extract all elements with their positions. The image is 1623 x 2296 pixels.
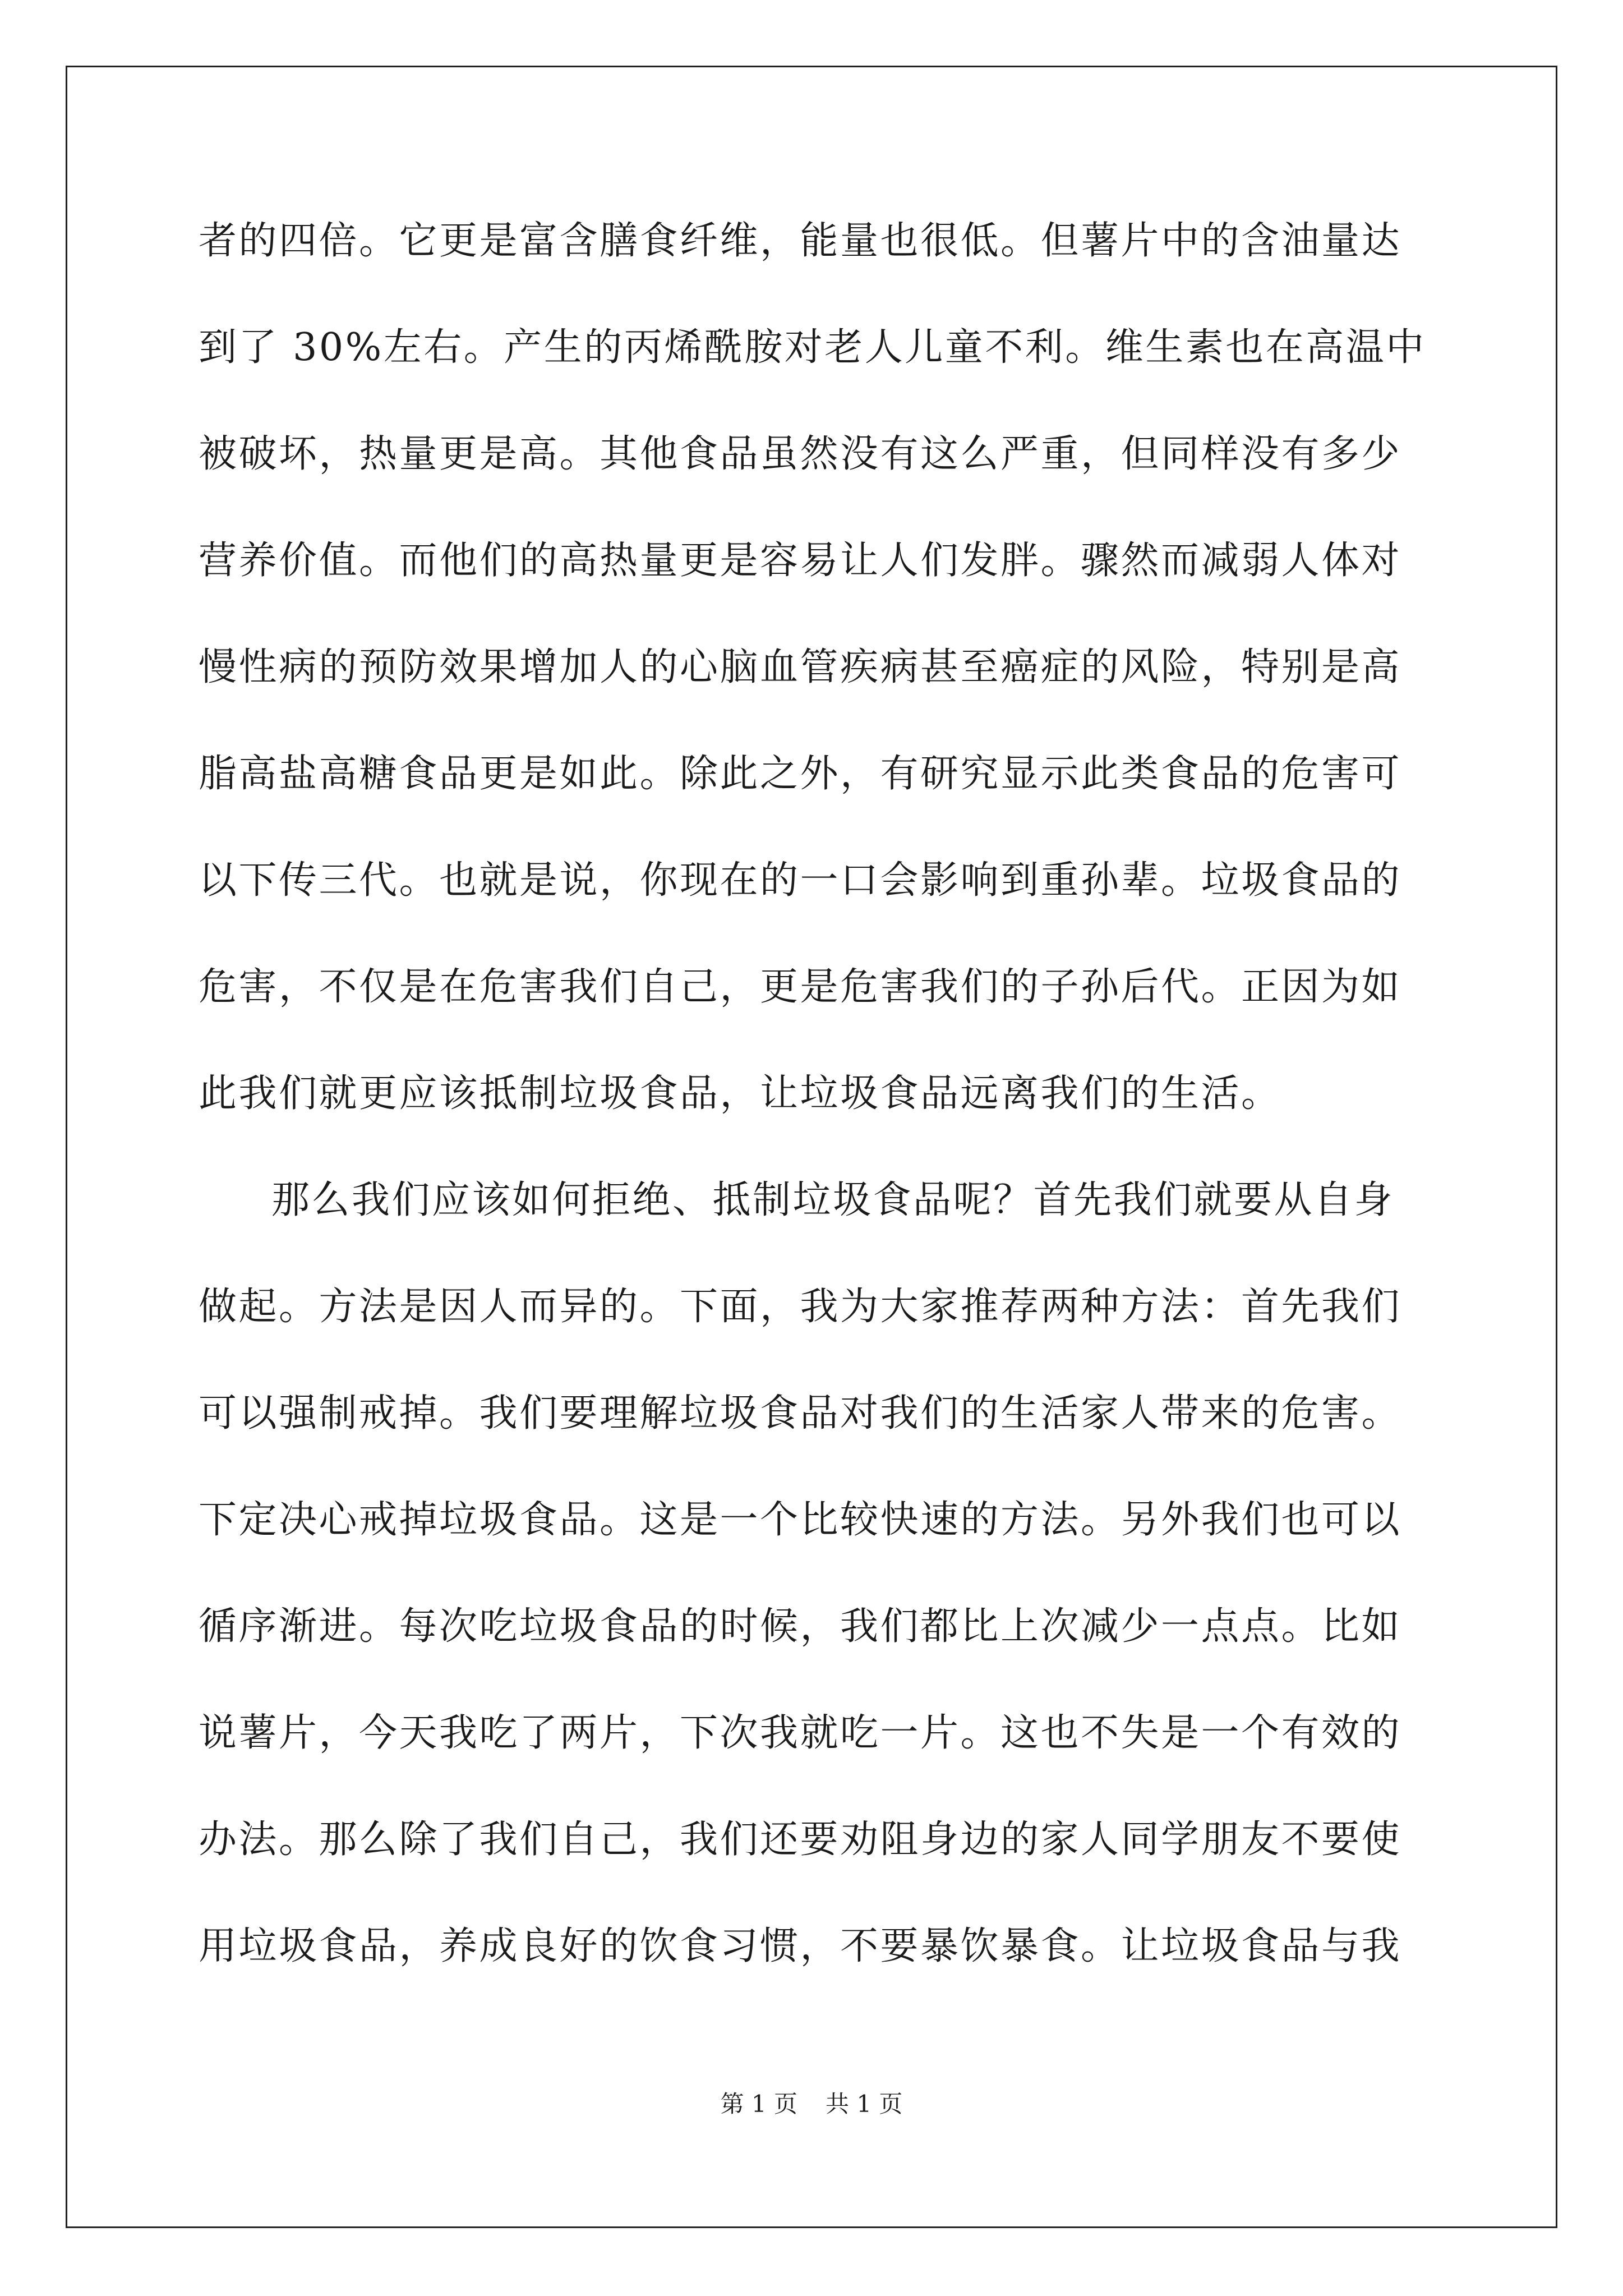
text-line-8: 危害，不仅是在危害我们自己，更是危害我们的子孙后代。正因为如	[199, 965, 1402, 1009]
document-body	[199, 210, 1427, 2022]
text-line-5: 慢性病的预防效果增加人的心脑血管疾病甚至癌症的风险，特别是高	[199, 645, 1402, 689]
text-line-3: 被破坏，热量更是高。其他食品虽然没有这么严重，但同样没有多少	[199, 432, 1402, 476]
text-line-12: 可以强制戒掉。我们要理解垃圾食品对我们的生活家人带来的危害。	[199, 1391, 1402, 1435]
text-line-9: 此我们就更应该抵制垃圾食品，让垃圾食品远离我们的生活。	[199, 1071, 1281, 1116]
text-line-4: 营养价值。而他们的高热量更是容易让人们发胖。骤然而减弱人体对	[199, 539, 1402, 583]
text-line-16: 办法。那么除了我们自己，我们还要劝阻身边的家人同学朋友不要使	[199, 1818, 1402, 1862]
text-line-15: 说薯片，今天我吃了两片，下次我就吃一片。这也不失是一个有效的	[199, 1711, 1402, 1755]
text-line-14: 循序渐进。每次吃垃圾食品的时候，我们都比上次减少一点点。比如	[199, 1604, 1402, 1649]
page-number-current: 第 1 页	[720, 2090, 797, 2118]
text-line-2: 到了 30%左右。产生的丙烯酰胺对老人儿童不利。维生素也在高温中	[199, 325, 1426, 370]
text-line-6: 脂高盐高糖食品更是如此。除此之外，有研究显示此类食品的危害可	[199, 752, 1402, 796]
page-number-total: 共 1 页	[826, 2090, 903, 2118]
page-footer	[0, 2086, 1623, 2119]
text-line-13: 下定决心戒掉垃圾食品。这是一个比较快速的方法。另外我们也可以	[199, 1498, 1402, 1542]
text-line-10-paragraph-start: 那么我们应该如何拒绝、抵制垃圾食品呢？首先我们就要从自身	[271, 1178, 1395, 1222]
text-line-7: 以下传三代。也就是说，你现在的一口会影响到重孙辈。垃圾食品的	[199, 858, 1402, 903]
text-line-11: 做起。方法是因人而异的。下面，我为大家推荐两种方法：首先我们	[199, 1285, 1402, 1329]
text-line-1: 者的四倍。它更是富含膳食纤维，能量也很低。但薯片中的含油量达	[199, 219, 1402, 263]
text-line-17: 用垃圾食品，养成良好的饮食习惯，不要暴饮暴食。让垃圾食品与我	[199, 1924, 1402, 1968]
